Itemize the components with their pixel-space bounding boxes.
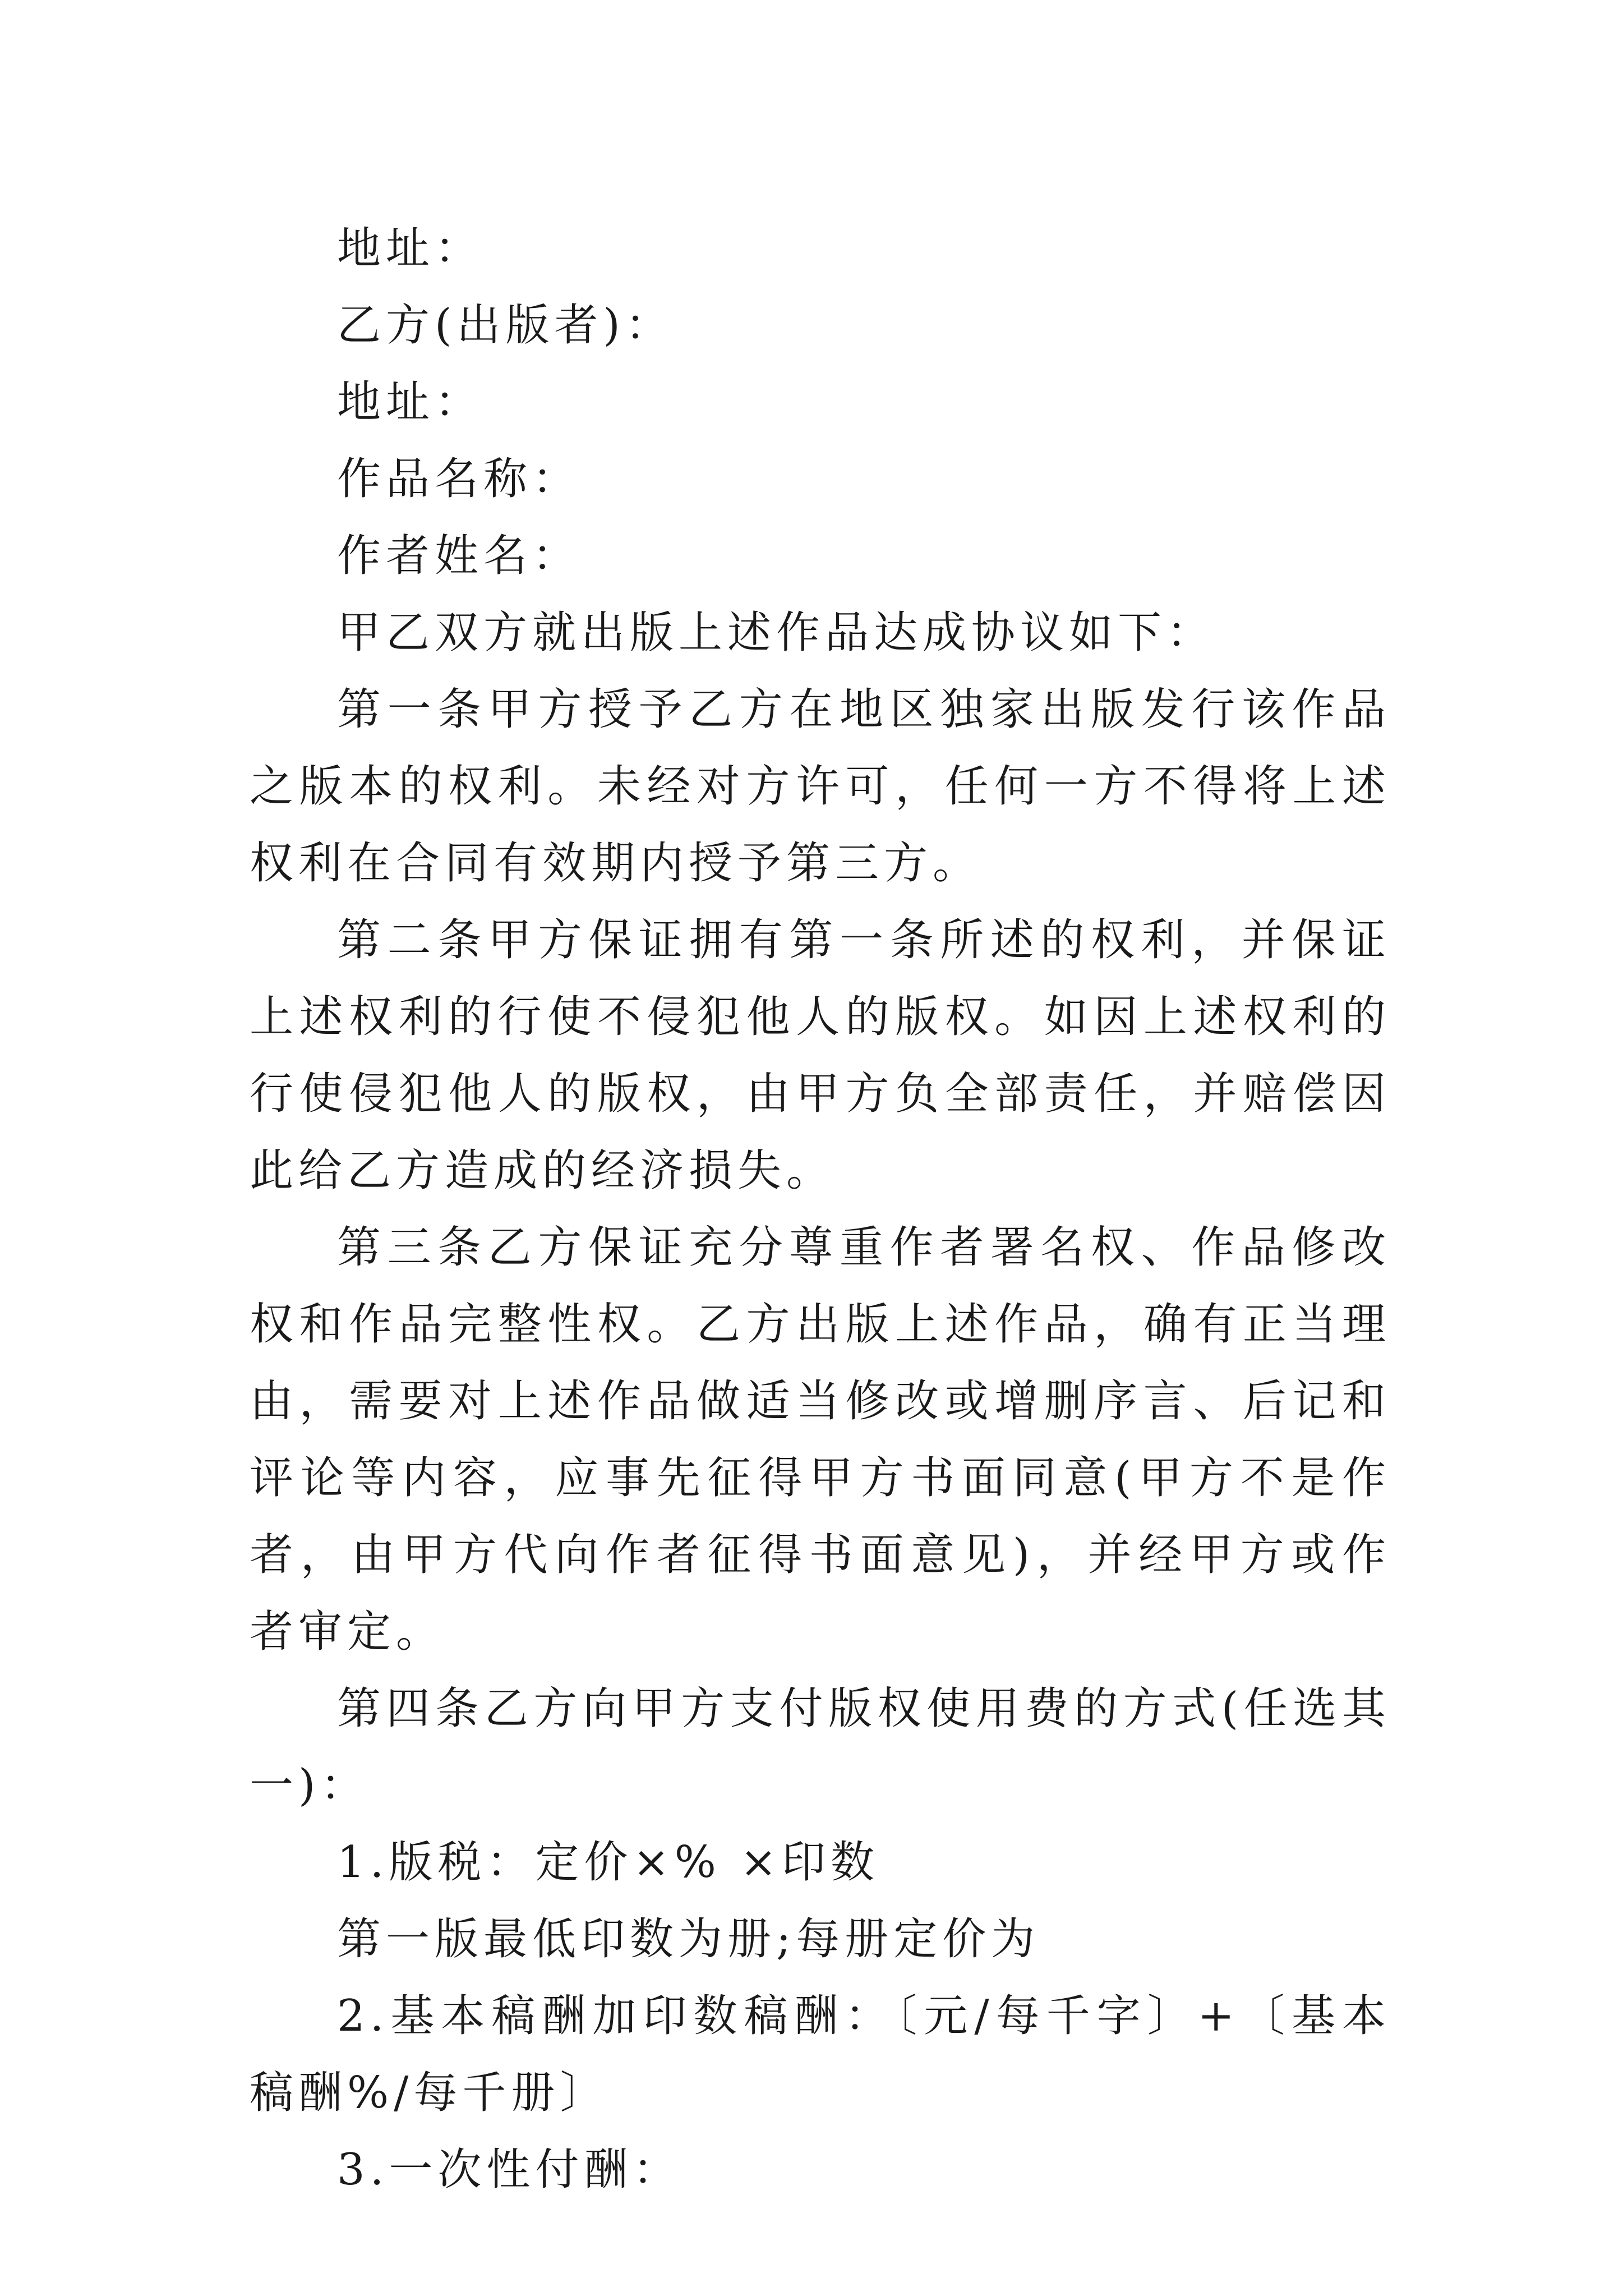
article-two: 第二条甲方保证拥有第一条所述的权利，并保证上述权利的行使不侵犯他人的版权。如因上述权利的行使侵犯他人的版权，由甲方负全部责任，并赔偿因此给乙方造成的经济损失。: [250, 915, 1391, 1196]
article-three: 第三条乙方保证充分尊重作者署名权、作品修改权和作品完整性权。乙方出版上述作品，确有正当理由，需要对上述作品做适当修改或增删序言、后记和评论等内容，应事先征得甲方书面同意(甲方不是作者，由甲方代向作者征得书面意见)，并经甲方或作者审定。: [250, 1222, 1391, 1657]
contract-body: [250, 210, 1391, 2208]
work-title-line: 作品名称：: [337, 454, 582, 504]
article-one: 第一条甲方授予乙方在地区独家出版发行该作品之版本的权利。未经对方许可，任何一方不得将上述权利在合同有效期内授予第三方。: [250, 684, 1391, 889]
payment-option-royalty: 1.版税：定价×% ×印数: [337, 1837, 880, 1888]
payment-option-base-fee: 2.基本稿酬加印数稿酬：〔元/每千字〕+〔基本稿酬%/每千册〕: [250, 1991, 1391, 2118]
agreement-intro: 甲乙双方就出版上述作品达成协议如下：: [337, 608, 1216, 658]
article-four: 第四条乙方向甲方支付版权使用费的方式(任选其一)：: [250, 1683, 1391, 1811]
address-line-party-b: 地址：: [337, 377, 484, 427]
payment-option-lump-sum: 3.一次性付酬：: [337, 2145, 682, 2195]
address-line-party-a: 地址：: [337, 223, 484, 274]
author-name-line: 作者姓名：: [337, 531, 582, 581]
party-b-publisher-line: 乙方(出版者)：: [337, 300, 674, 351]
first-edition-print-run: 第一版最低印数为册;每册定价为: [337, 1914, 1040, 1964]
